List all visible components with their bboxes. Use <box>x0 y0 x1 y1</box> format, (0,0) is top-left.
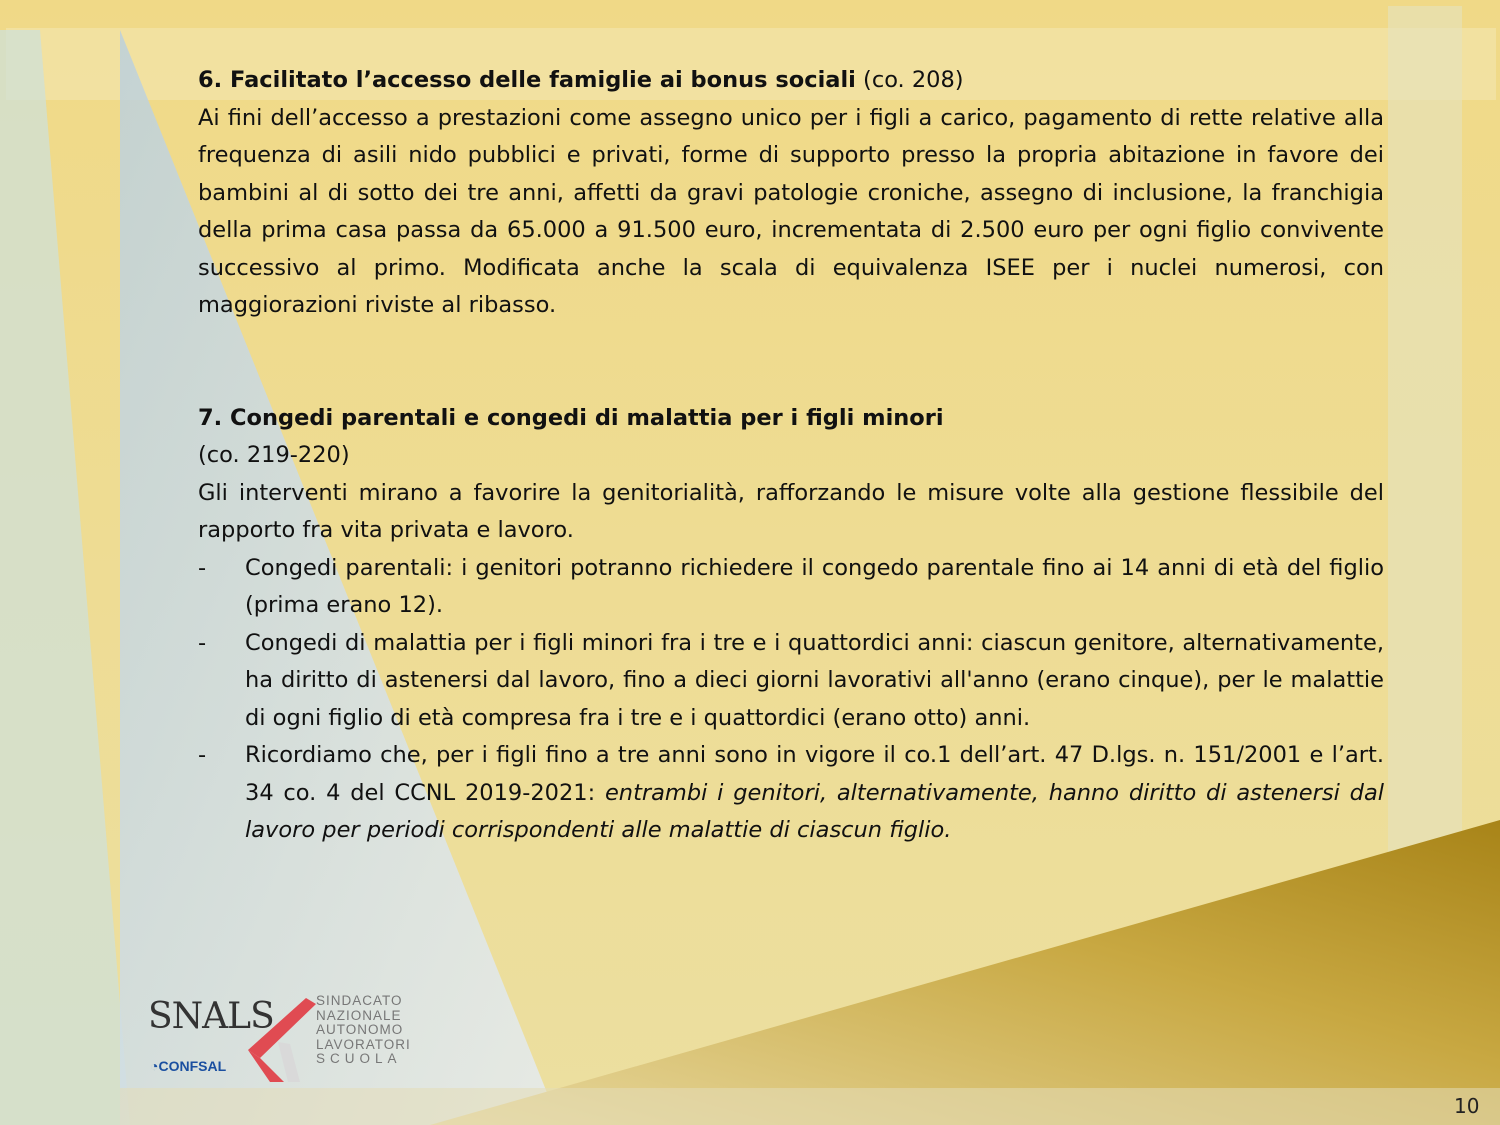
confsal-icon: ◔ <box>150 1058 159 1074</box>
section-7-bullets <box>198 550 1384 850</box>
logo-line: AUTONOMO <box>316 1022 404 1037</box>
logo-confsal <box>150 1058 226 1074</box>
slide-content <box>198 62 1384 850</box>
bullet-text: Ricordiamo che, per i figli fino a tre anni sono in vigore il co.1 dell’art. 47 D.lgs. n. 151/2001 e l’art. 34 co. 4 del CCNL 2019-2021: <box>245 742 1384 806</box>
section-7-ref: (co. 219-220) <box>198 442 350 468</box>
logo-mark-icon <box>238 998 318 1082</box>
bullet-marker: - <box>198 629 207 656</box>
spacer <box>198 325 1384 400</box>
logo-line: NAZIONALE <box>316 1007 402 1023</box>
bullet-item <box>198 625 1384 738</box>
logo-line: SINDACATO <box>316 993 403 1008</box>
bullet-text: Congedi di malattia per i figli minori fra i tre e i quattordici anni: ciascun genitore, alternativamente, ha diritto di astenersi dal lavoro, fino a dieci giorni lavorativi all'anno (erano cinque), per le malattie di ogni figlio di età compresa fra i tre e i quattordici (erano otto) anni. <box>245 629 1384 731</box>
bullet-text: Congedi parentali: i genitori potranno richiedere il congedo parentale fino ai 14 anni di età del figlio (prima erano 12). <box>245 554 1384 618</box>
section-6-heading <box>198 62 1384 100</box>
page-number: 10 <box>1454 1094 1480 1118</box>
bullet-text-italic: entrambi i genitori, alternativamente, hanno diritto di astenersi dal lavoro per periodi corrispondenti alle malattie di ciascun figlio. <box>245 779 1384 843</box>
section-7-title: 7. Congedi parentali e congedi di malattia per i figli minori <box>198 404 944 431</box>
logo-lines <box>316 994 411 1067</box>
bullet-item <box>198 737 1384 850</box>
bullet-marker: - <box>198 742 207 768</box>
bullet-marker: - <box>198 554 207 581</box>
section-6-title: 6. Facilitato l’accesso delle famiglie ai bonus sociali <box>198 67 856 93</box>
snals-logo <box>146 994 421 1084</box>
section-7-intro: Gli interventi mirano a favorire la genitorialità, rafforzando le misure volte alla gestione flessibile del rapporto fra vita privata e lavoro. <box>198 479 1384 543</box>
confsal-label: CONFSAL <box>158 1058 227 1074</box>
logo-line: LAVORATORI <box>316 1036 411 1052</box>
section-6-ref: (co. 208) <box>855 67 964 93</box>
logo-name: SNALS <box>148 996 274 1037</box>
bullet-item <box>198 550 1384 625</box>
section-6-body: Ai fini dell’accesso a prestazioni come assegno unico per i figli a carico, pagamento di rette relative alla frequenza di asili nido pubblici e privati, forme di supporto presso la propria abitazione in favore dei bambini al di sotto dei tre anni, affetti da gravi patologie croniche, assegno di inclusione, la franchigia della prima casa passa da 65.000 a 91.500 euro, incrementata di 2.500 euro per ogni figlio convivente successivo al primo. Modificata anche la scala di equivalenza ISEE per i nuclei numerosi, con maggiorazioni riviste al ribasso. <box>198 104 1384 318</box>
logo-line: SCUOLA <box>316 1051 402 1066</box>
